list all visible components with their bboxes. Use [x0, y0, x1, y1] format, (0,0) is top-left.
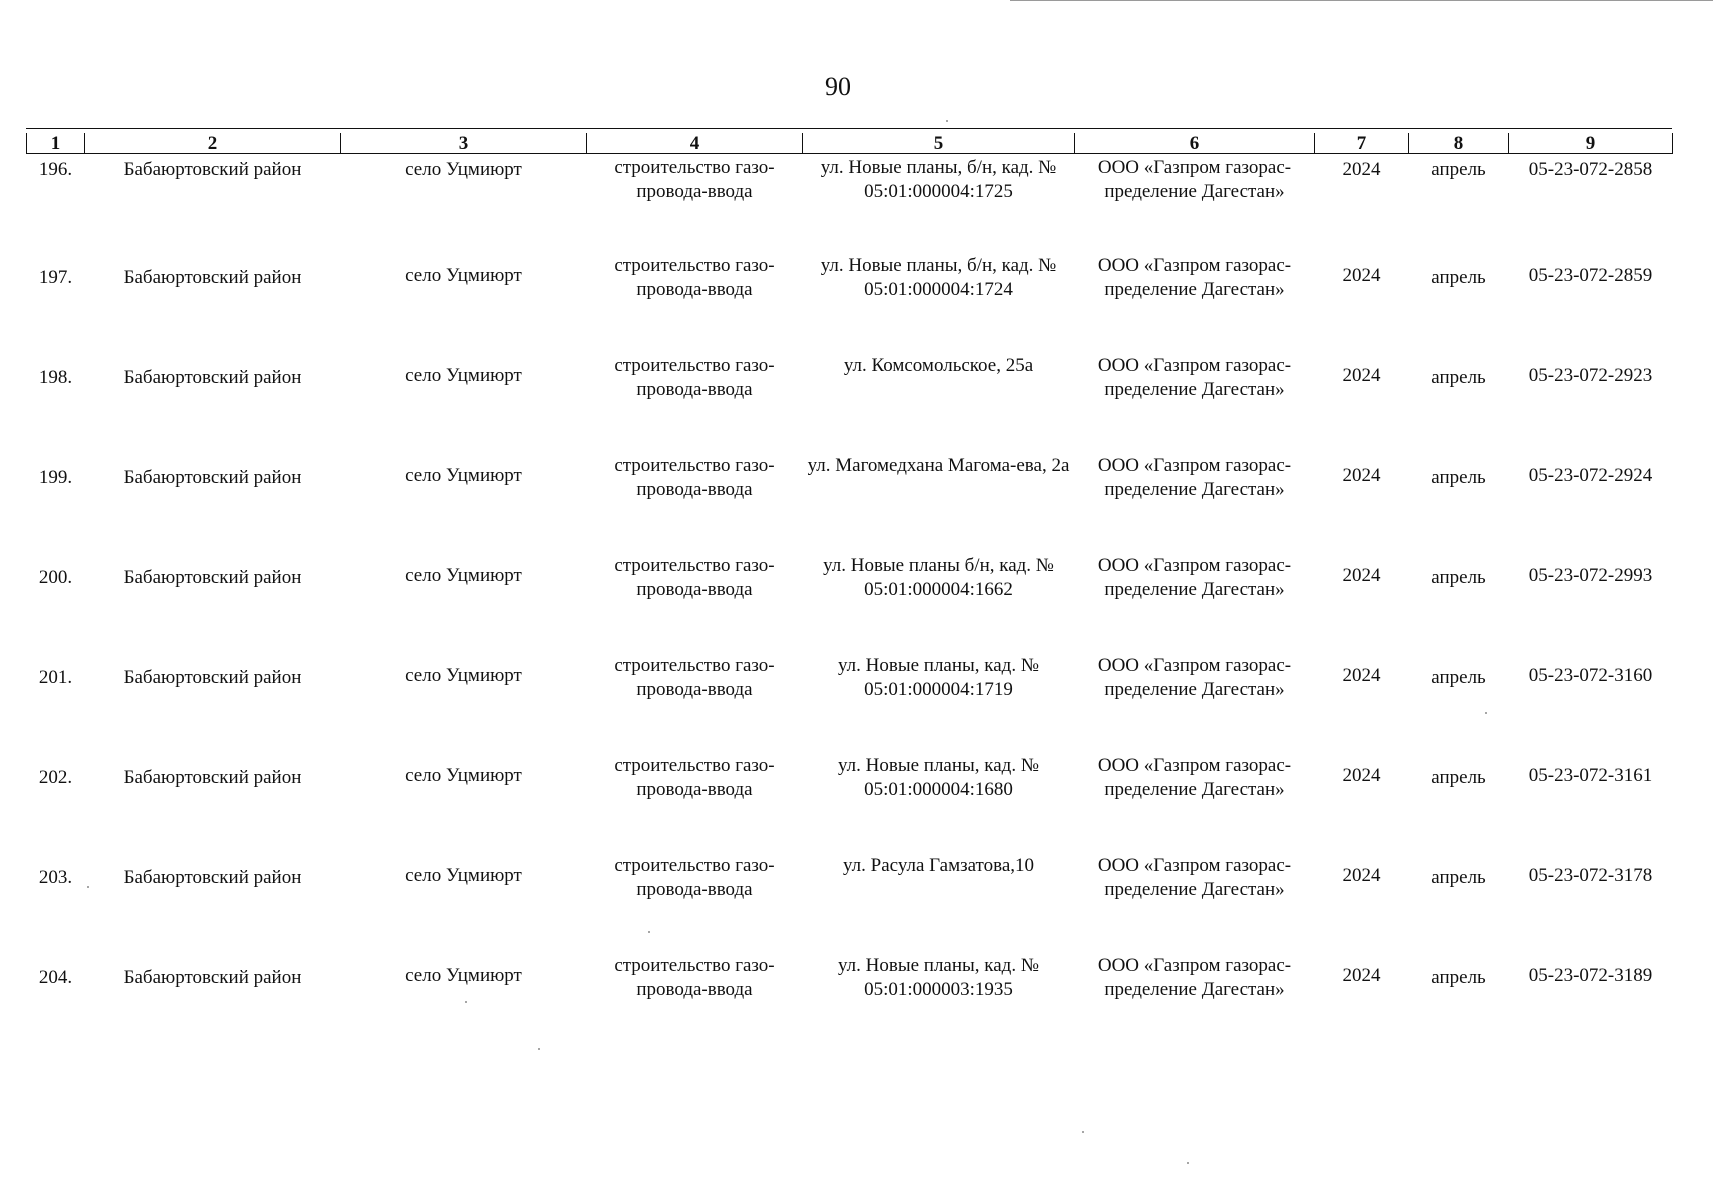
settlement-cell: село Уцмиюрт [405, 364, 522, 386]
registration-code-cell: 05-23-072-2858 [1528, 159, 1653, 180]
month-cell: апрель [1431, 666, 1486, 688]
work-type-cell: строительство газо-провода-ввода [614, 454, 775, 500]
work-type-cell: строительство газо-провода-ввода [614, 954, 775, 1000]
row-number: 204. [38, 966, 73, 988]
year-cell: 2024 [1342, 464, 1381, 486]
row-number: 197. [38, 266, 73, 288]
organization-cell: ООО «Газпром газорас-пределение Дагестан» [1097, 254, 1292, 300]
month-cell: апрель [1431, 766, 1486, 788]
district-cell: Бабаюртовский район [123, 766, 302, 788]
header-row [27, 133, 1673, 154]
table-row [27, 954, 1673, 1054]
column-header-1: 1 [27, 133, 85, 154]
scan-edge-line [1010, 0, 1713, 3]
row-number: 202. [38, 766, 73, 788]
address-cell: ул. Новые планы, б/н, кад. № 05:01:000004:1725 [820, 157, 1057, 202]
registration-code-cell: 05-23-072-3161 [1528, 764, 1653, 786]
row-number: 196. [38, 159, 73, 180]
row-number: 201. [38, 666, 73, 688]
settlement-cell: село Уцмиюрт [405, 964, 522, 986]
address-cell: ул. Новые планы, кад. № 05:01:000004:1719 [838, 654, 1039, 700]
row-number: 200. [38, 566, 73, 588]
address-cell: ул. Новые планы, б/н, кад. № 05:01:000004:1724 [820, 254, 1057, 300]
registration-code-cell: 05-23-072-3178 [1528, 864, 1653, 886]
column-header-6: 6 [1075, 133, 1315, 154]
table-header [27, 133, 1673, 154]
address-cell: ул. Магомедхана Магома-ева, 2а [807, 454, 1070, 476]
registration-code-cell: 05-23-072-2924 [1528, 464, 1653, 486]
scan-speck [538, 1048, 540, 1050]
settlement-cell: село Уцмиюрт [405, 764, 522, 786]
scan-speck [1187, 1162, 1189, 1164]
scan-speck [465, 1001, 467, 1003]
year-cell: 2024 [1342, 664, 1381, 686]
month-cell: апрель [1431, 566, 1486, 588]
settlement-cell: село Уцмиюрт [405, 159, 522, 180]
column-header-4: 4 [587, 133, 803, 154]
row-number: 198. [38, 366, 73, 388]
district-cell: Бабаюртовский район [123, 666, 302, 688]
district-cell: Бабаюртовский район [123, 466, 302, 488]
settlement-cell: село Уцмиюрт [405, 664, 522, 686]
column-header-7: 7 [1315, 133, 1409, 154]
scan-speck [648, 931, 650, 933]
address-cell: ул. Расула Гамзатова,10 [842, 854, 1035, 876]
year-cell: 2024 [1342, 964, 1381, 986]
month-cell: апрель [1431, 966, 1486, 988]
month-cell: апрель [1431, 159, 1486, 180]
month-cell: апрель [1431, 366, 1486, 388]
table-row [27, 854, 1673, 954]
gas-works-table [26, 133, 1673, 1054]
column-header-8: 8 [1409, 133, 1509, 154]
column-header-3: 3 [341, 133, 587, 154]
address-cell: ул. Комсомольское, 25а [843, 354, 1034, 376]
page-number: 90 [825, 72, 851, 101]
year-cell: 2024 [1342, 364, 1381, 386]
table-top-rule [26, 128, 1672, 129]
table-row [27, 554, 1673, 654]
registration-code-cell: 05-23-072-2859 [1528, 264, 1653, 286]
district-cell: Бабаюртовский район [123, 366, 302, 388]
organization-cell: ООО «Газпром газорас-пределение Дагестан» [1097, 454, 1292, 500]
district-cell: Бабаюртовский район [123, 266, 302, 288]
column-header-5: 5 [803, 133, 1075, 154]
scan-speck [1485, 712, 1487, 714]
row-number: 199. [38, 466, 73, 488]
year-cell: 2024 [1342, 159, 1381, 180]
settlement-cell: село Уцмиюрт [405, 564, 522, 586]
registration-code-cell: 05-23-072-2993 [1528, 564, 1653, 586]
table-row [27, 154, 1673, 254]
table-row [27, 254, 1673, 354]
scan-speck [1082, 1131, 1084, 1133]
work-type-cell: строительство газо-провода-ввода [614, 854, 775, 900]
work-type-cell: строительство газо-провода-ввода [614, 554, 775, 600]
district-cell: Бабаюртовский район [123, 159, 302, 180]
year-cell: 2024 [1342, 264, 1381, 286]
settlement-cell: село Уцмиюрт [405, 264, 522, 286]
organization-cell: ООО «Газпром газорас-пределение Дагестан» [1097, 954, 1292, 1000]
district-cell: Бабаюртовский район [123, 866, 302, 888]
work-type-cell: строительство газо-провода-ввода [614, 354, 775, 400]
organization-cell: ООО «Газпром газорас-пределение Дагестан» [1097, 754, 1292, 800]
registration-code-cell: 05-23-072-2923 [1528, 364, 1653, 386]
address-cell: ул. Новые планы б/н, кад. № 05:01:000004:1662 [823, 554, 1054, 600]
month-cell: апрель [1431, 466, 1486, 488]
table-row [27, 354, 1673, 454]
column-header-2: 2 [85, 133, 341, 154]
table-row [27, 654, 1673, 754]
work-type-cell: строительство газо-провода-ввода [614, 754, 775, 800]
table-row [27, 454, 1673, 554]
table-body [27, 154, 1673, 1054]
month-cell: апрель [1431, 866, 1486, 888]
year-cell: 2024 [1342, 864, 1381, 886]
column-header-9: 9 [1509, 133, 1673, 154]
registration-code-cell: 05-23-072-3189 [1528, 964, 1653, 986]
registration-code-cell: 05-23-072-3160 [1528, 664, 1653, 686]
month-cell: апрель [1431, 266, 1486, 288]
scan-speck [87, 886, 89, 888]
settlement-cell: село Уцмиюрт [405, 464, 522, 486]
organization-cell: ООО «Газпром газорас-пределение Дагестан» [1097, 854, 1292, 900]
scan-speck [946, 120, 948, 122]
table-row [27, 754, 1673, 854]
year-cell: 2024 [1342, 764, 1381, 786]
address-cell: ул. Новые планы, кад. № 05:01:000003:1935 [838, 954, 1039, 1000]
district-cell: Бабаюртовский район [123, 966, 302, 988]
work-type-cell: строительство газо-провода-ввода [614, 157, 775, 202]
settlement-cell: село Уцмиюрт [405, 864, 522, 886]
address-cell: ул. Новые планы, кад. № 05:01:000004:1680 [838, 754, 1039, 800]
work-type-cell: строительство газо-провода-ввода [614, 654, 775, 700]
organization-cell: ООО «Газпром газорас-пределение Дагестан» [1097, 554, 1292, 600]
year-cell: 2024 [1342, 564, 1381, 586]
organization-cell: ООО «Газпром газорас-пределение Дагестан» [1097, 157, 1292, 202]
work-type-cell: строительство газо-провода-ввода [614, 254, 775, 300]
row-number: 203. [38, 866, 73, 888]
organization-cell: ООО «Газпром газорас-пределение Дагестан» [1097, 654, 1292, 700]
district-cell: Бабаюртовский район [123, 566, 302, 588]
organization-cell: ООО «Газпром газорас-пределение Дагестан» [1097, 354, 1292, 400]
